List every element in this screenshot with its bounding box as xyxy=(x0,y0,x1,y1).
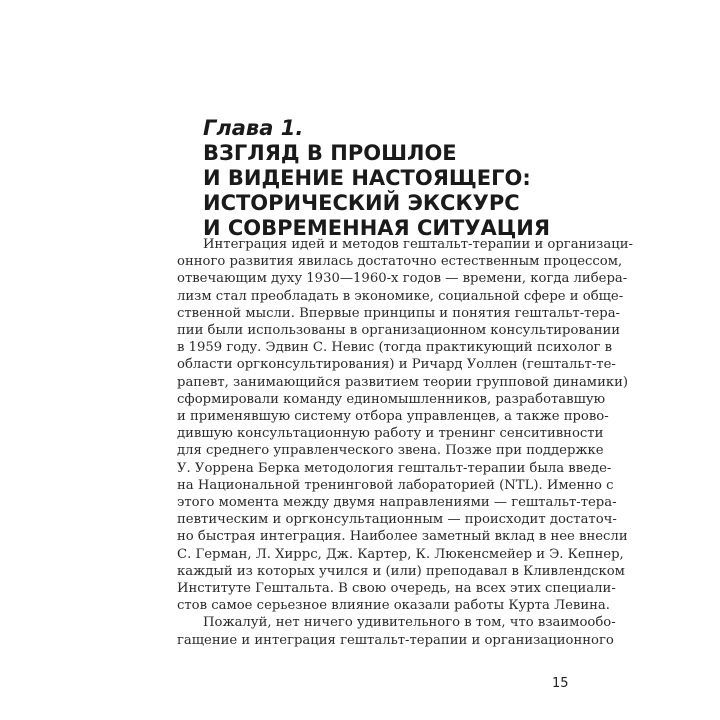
body-text xyxy=(177,236,633,649)
text-line: в 1959 году. Эдвин С. Невис (тогда практикующий психолог в xyxy=(177,340,613,356)
text-line: на Национальной тренинговой лабораторией (NTL). Именно с xyxy=(177,477,614,493)
chapter-title-line: ВЗГЛЯД В ПРОШЛОЕ xyxy=(203,141,457,165)
text-line: Институте Гештальта. В свою очередь, на всех этих специали- xyxy=(177,581,616,597)
text-line: лизм стал преобладать в экономике, социальной сфере и обще- xyxy=(177,288,624,304)
text-line: певтическим и оргконсультационным — происходит достаточ- xyxy=(177,512,617,528)
chapter-title-line: И ВИДЕНИЕ НАСТОЯЩЕГО: xyxy=(203,166,531,190)
text-line: области оргконсультирования) и Ричард Уоллен (гештальт-те- xyxy=(177,357,616,373)
text-line: стов самое серьезное влияние оказали работы Курта Левина. xyxy=(177,598,610,614)
text-line: онного развития явилась достаточно естественным процессом, xyxy=(177,254,623,270)
chapter-title-line: ИСТОРИЧЕСКИЙ ЭКСКУРС xyxy=(203,191,520,215)
text-line: дившую консультационную работу и тренинг сенситивности xyxy=(177,426,604,442)
text-line: сформировали команду единомышленников, разработавшую xyxy=(177,391,606,407)
text-line: Интеграция идей и методов гештальт-терапии и организаци- xyxy=(203,237,633,252)
text-line: но быстрая интеграция. Наиболее заметный вклад в нее внесли xyxy=(177,529,628,545)
chapter-heading xyxy=(203,116,550,241)
text-line: каждый из которых учился и (или) преподавал в Кливлендском xyxy=(177,563,625,579)
text-line: Пожалуй, нет ничего удивительного в том, что взаимообо- xyxy=(203,615,616,631)
text-line: отвечающим духу 1930—1960-х годов — времени, когда либера- xyxy=(177,271,628,287)
text-line: этого момента между двумя направлениями — гештальт-тера- xyxy=(177,495,617,511)
text-line: пии были использованы в организационном консультировании xyxy=(177,323,621,339)
chapter-title-line: И СОВРЕМЕННАЯ СИТУАЦИЯ xyxy=(203,216,551,240)
text-line: ственной мысли. Впервые принципы и понятия гештальт-тера- xyxy=(177,305,621,321)
text-line: С. Герман, Л. Хиррс, Дж. Картер, К. Люкенсмейер и Э. Кепнер, xyxy=(177,546,624,562)
text-line: У. Уоррена Берка методология гештальт-терапии была введе- xyxy=(177,460,612,476)
text-line: и применявшую систему отбора управленцев, а также прово- xyxy=(177,409,609,425)
text-line: гащение и интеграция гештальт-терапии и организационного xyxy=(177,632,614,648)
page-number: 15 xyxy=(552,676,569,691)
chapter-label: Глава 1. xyxy=(203,116,304,140)
text-line: рапевт, занимающийся развитием теории групповой динамики) xyxy=(177,374,629,390)
text-line: для среднего управленческого звена. Позже при поддержке xyxy=(177,443,604,459)
